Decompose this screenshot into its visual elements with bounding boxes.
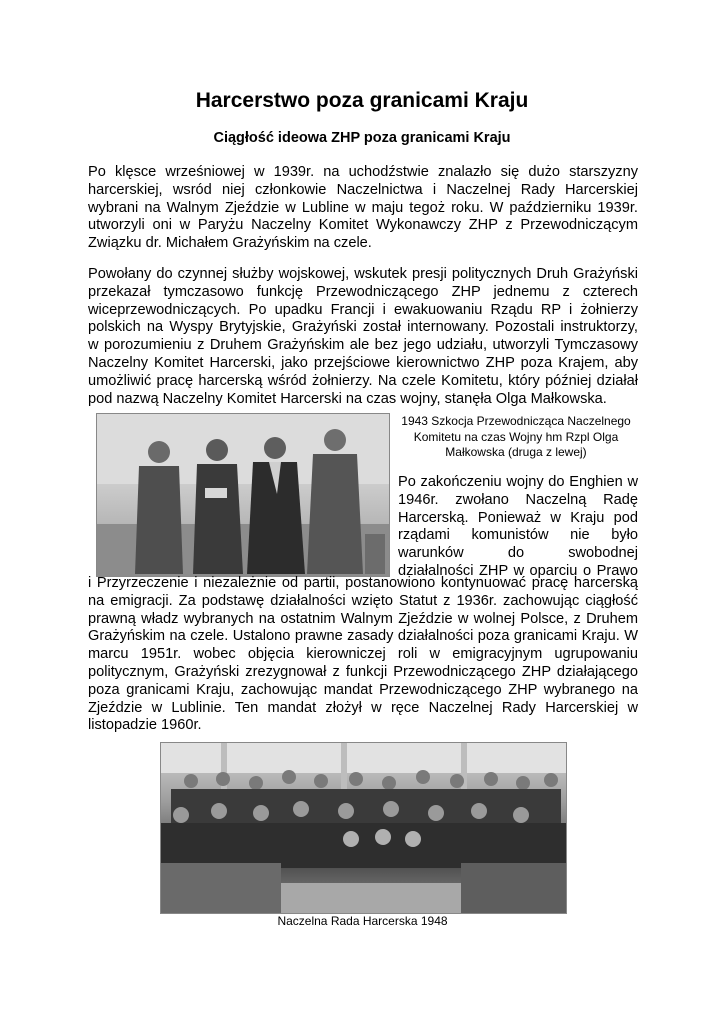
text-line: Harcerską. Ponieważ w Kraju pod bbox=[398, 509, 638, 526]
photo-council-1948 bbox=[160, 742, 567, 914]
text-line: i Przyrzeczenie i niezależnie od partii, postanowiono kontynuować pracę harcerską bbox=[88, 575, 638, 591]
photo-2-caption: Naczelna Rada Harcerska 1948 bbox=[277, 914, 448, 928]
text-line: warunków do swobodnej bbox=[398, 545, 638, 562]
paragraph-1 bbox=[88, 164, 638, 253]
text-line: przekazał tymczasowo funkcję Przewodniczącego ZHP jednemu z czterech bbox=[88, 283, 638, 300]
text-line: Powołany do czynnej służby wojskowej, wskutek presji politycznych Druh Grażyński bbox=[88, 266, 638, 282]
caption-line: Komitetu na czas Wojny hm Rzpl Olga bbox=[413, 429, 619, 444]
text-line: w porozumieniu z Druhem Grażyńskim ale bez jego udziału, utworzyli Tymczasowy bbox=[88, 337, 638, 354]
text-line: Związku dr. Michałem Grażyńskim na czele. bbox=[88, 235, 372, 252]
text-line: rządami komunistów nie było bbox=[398, 527, 638, 544]
text-line: prawną władz wybranych na ostatnim Walnym Zjeździe w wolnej Polsce, z Druhem bbox=[88, 610, 638, 627]
text-line: na emigracji. Za podstawę działalności wzięto Statut z 1936r. zachowując ciągłość bbox=[88, 592, 638, 609]
text-line: marcu 1951r. wobec objęcia kierowniczej roli w emigracyjnym ugrupowaniu bbox=[88, 646, 638, 663]
text-line: działalności ZHP w oparciu o Prawo bbox=[398, 562, 638, 579]
text-line: harcerskiej, wsród niej członkowie Naczelnictwa i Naczelnej Rady Harcerskiej bbox=[88, 181, 638, 198]
text-line: wybrani na Walnym Zjeździe w Lubline w maju tegoż roku. W październiku 1939r. bbox=[88, 199, 638, 216]
text-line: Zjeździe w Lublinie. Ten mandat złożył w ręce Naczelnej Rady Harcerskiej w bbox=[88, 699, 638, 716]
paragraph-3-wrapped bbox=[398, 474, 638, 581]
text-line: utworzyli oni w Paryżu Naczelny Komitet Wykonawczy ZHP z Przewodniczącym bbox=[88, 217, 638, 234]
text-line: Po zakończeniu wojny do Enghien w bbox=[398, 474, 638, 490]
text-line: Naczelny Komitet Harcerski, jako przejściowe kierownictwo ZHP poza Krajem, aby bbox=[88, 354, 638, 371]
text-line: polskich na Wyspy Brytyjskie, Grażyński został internowany. Pozostali instruktorzy, bbox=[88, 319, 638, 336]
text-line: Grażyńskim na czele. Ustalono prawne zasady działalności poza granicami Kraju. W bbox=[88, 628, 638, 645]
text-line: umożliwić pracę harcerską wśród żołnierzy. Na czele Komitetu, który później działał bbox=[88, 372, 638, 389]
page-title: Harcerstwo poza granicami Kraju bbox=[195, 89, 529, 112]
caption-line: Małkowska (druga z lewej) bbox=[445, 445, 587, 459]
text-line: politycznym, Grażyński zrezygnował z funkcji Przewodniczącego ZHP działającego bbox=[88, 663, 638, 680]
text-line: Po klęsce wrześniowej w 1939r. na uchodźstwie znalazło się dużo starszyzny bbox=[88, 164, 638, 180]
text-line: poza granicami Kraju, zachowując mandat Przewodniczącego ZHP wybranego na bbox=[88, 681, 638, 698]
text-line: 1946r. zwołano Naczelną Radę bbox=[398, 491, 638, 508]
text-line: wiceprzewodniczących. Po upadku Francji i ewakuowaniu Rządu RP i żołnierzy bbox=[88, 301, 638, 318]
photo-council-1948-illustration bbox=[161, 743, 566, 913]
section-subtitle: Ciągłość ideowa ZHP poza granicami Kraju bbox=[213, 130, 511, 146]
photo-scotland-1943-illustration bbox=[97, 414, 389, 576]
photo-scotland-1943 bbox=[96, 413, 390, 577]
text-line: listopadzie 1960r. bbox=[88, 717, 202, 734]
text-line: pod nazwą Naczelny Komitet Harcerski na czas wojny, stanęła Olga Małkowska. bbox=[88, 390, 607, 407]
paragraph-2 bbox=[88, 266, 638, 408]
photo-1-caption bbox=[396, 414, 636, 461]
caption-line: 1943 Szkocja Przewodnicząca Naczelnego bbox=[401, 414, 631, 428]
paragraph-3-continued bbox=[88, 575, 638, 735]
